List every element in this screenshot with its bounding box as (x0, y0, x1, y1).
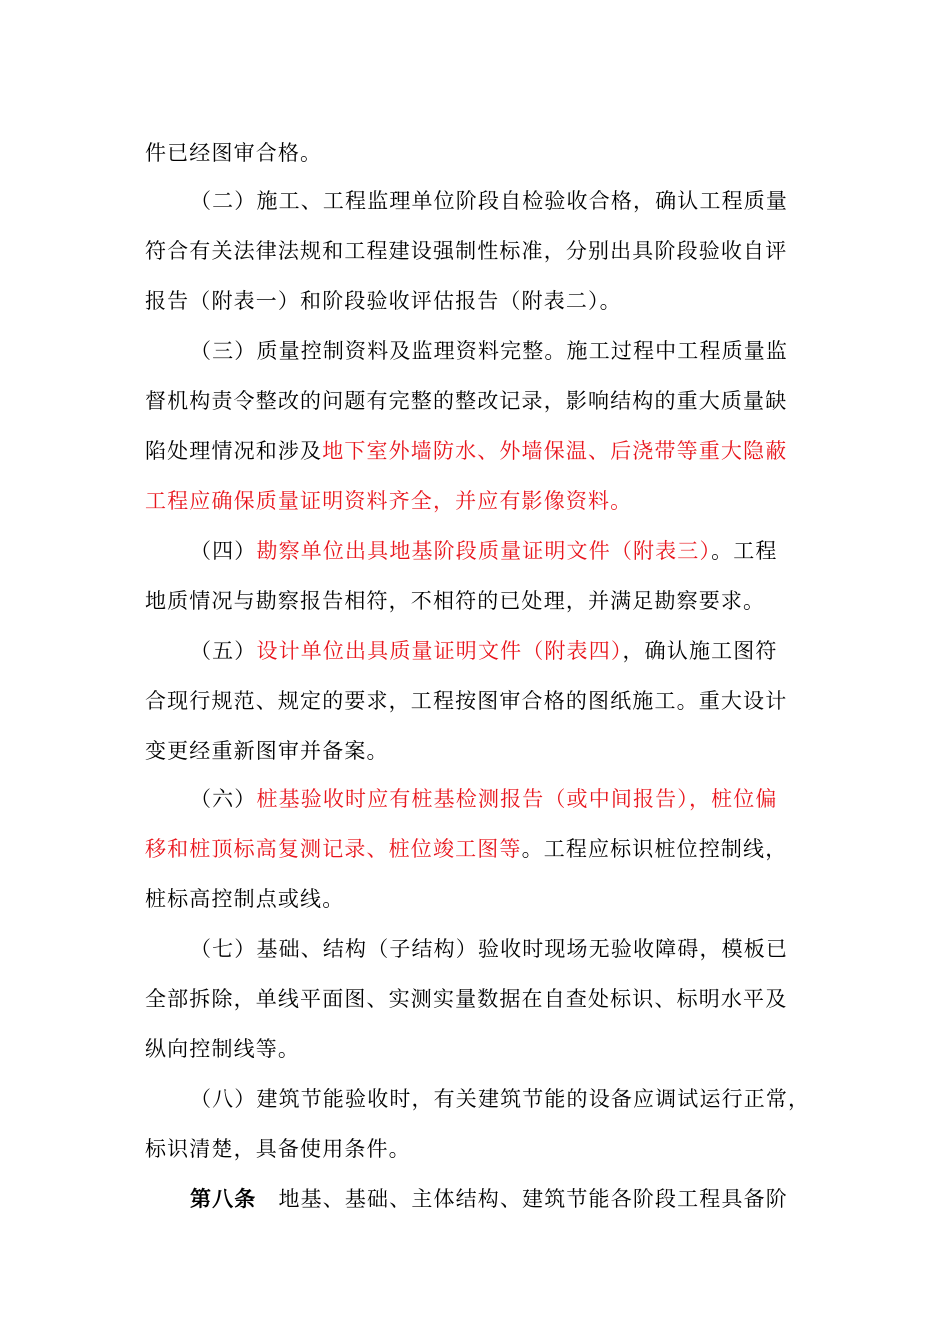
text-line: 陷处理情况和涉及地下室外墙防水、外墙保温、后浇带等重大隐蔽 (145, 439, 788, 463)
highlighted-text: 设计单位出具质量证明文件（附表四） (256, 639, 623, 663)
paragraph-3-line: （三）质量控制资料及监理资料完整。施工过程中工程质量监 (190, 339, 789, 363)
paragraph-6-line: （六）桩基验收时应有桩基检测报告（或中间报告），桩位偏 (190, 787, 778, 811)
paragraph-5-line: （五）设计单位出具质量证明文件（附表四），确认施工图符 (190, 639, 778, 663)
article-8-line: 第八条 地基、基础、主体结构、建筑节能各阶段工程具备阶 (190, 1186, 788, 1211)
text-line: 地质情况与勘察报告相符，不相符的已处理，并满足勘察要求。 (145, 589, 766, 613)
highlighted-text: 移和桩顶标高复测记录、桩位竣工图等 (145, 837, 522, 861)
text-line: 标识清楚，具备使用条件。 (145, 1137, 411, 1161)
text-line: 移和桩顶标高复测记录、桩位竣工图等。工程应标识桩位控制线， (145, 837, 788, 861)
paragraph-4-line: （四）勘察单位出具地基阶段质量证明文件（附表三）。工程 (190, 539, 778, 563)
article-heading: 第八条 (190, 1186, 257, 1211)
paragraph-8-line: （八）建筑节能验收时，有关建筑节能的设备应调试运行正常， (190, 1087, 811, 1111)
text-line: 督机构责令整改的问题有完整的整改记录，影响结构的重大质量缺 (145, 389, 788, 413)
text-line: 纵向控制线等。 (145, 1037, 301, 1061)
highlighted-text: 工程应确保质量证明资料齐全，并应有影像资料。 (145, 489, 633, 513)
paragraph-7-line: （七）基础、结构（子结构）验收时现场无验收障碍，模板已 (190, 937, 789, 961)
text-line: 件已经图审合格。 (145, 141, 323, 165)
highlighted-text: 勘察单位出具地基阶段质量证明文件（附表三） (256, 539, 712, 563)
text-line: 报告（附表一）和阶段验收评估报告（附表二）。 (145, 289, 622, 313)
highlighted-text: 地下室外墙防水、外墙保温、后浇带等重大隐蔽 (322, 439, 788, 463)
paragraph-2-line: （二）施工、工程监理单位阶段自检验收合格，确认工程质量 (190, 189, 789, 213)
text-line: 桩标高控制点或线。 (145, 887, 345, 911)
text-line: 全部拆除，单线平面图、实测实量数据在自查处标识、标明水平及 (145, 987, 788, 1011)
text-line: 合现行规范、规定的要求，工程按图审合格的图纸施工。重大设计 (145, 689, 788, 713)
text-line: 变更经重新图审并备案。 (145, 739, 389, 763)
highlighted-text: 桩基验收时应有桩基检测报告（或中间报告），桩位偏 (256, 787, 778, 811)
text-line: 符合有关法律法规和工程建设强制性标准，分别出具阶段验收自评 (145, 239, 788, 263)
